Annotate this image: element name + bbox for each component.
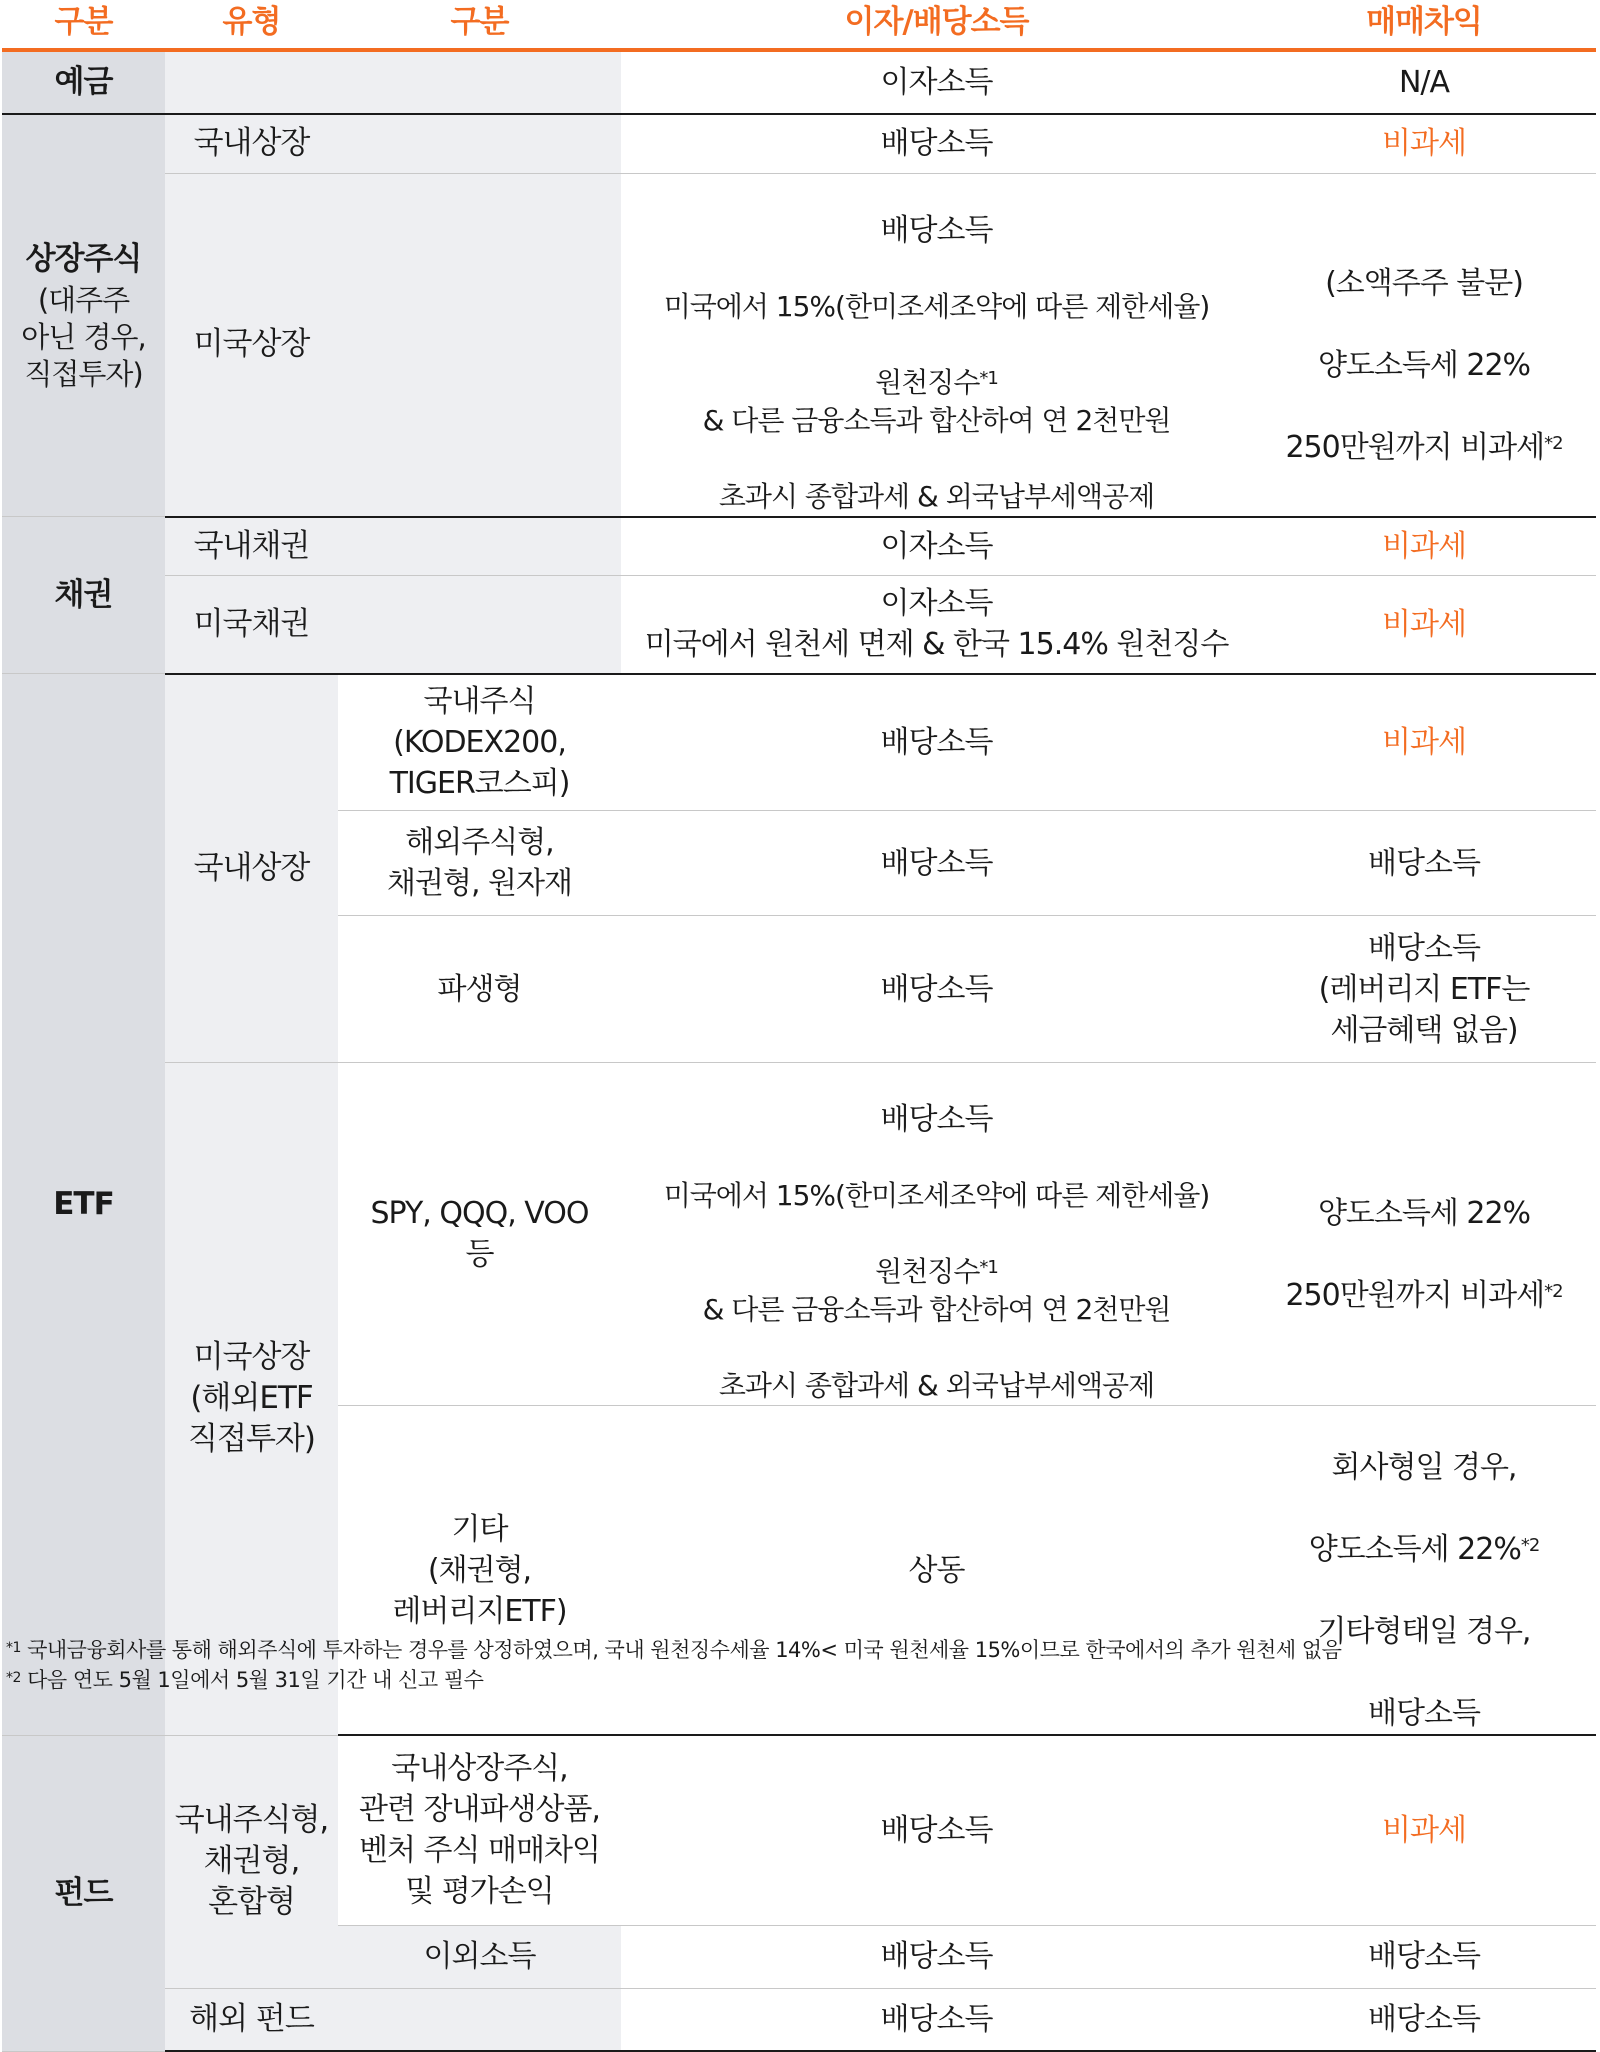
type-stocks-us: 미국상장 [165,173,338,517]
tax-table [2,0,1596,2052]
etf-domestic-gain-1: 비과세 [1252,674,1596,811]
stocks-domestic-gain: 비과세 [1252,114,1596,173]
etf-us-interest-title: 배당소득 [880,1102,993,1137]
etf-domestic-row-1 [2,674,1596,811]
footnote-mark-2: *2 [1520,1535,1540,1556]
type-bonds-domestic: 국내채권 [165,517,338,576]
category-listed-stocks-note: (대주주 아닌 경우, 직접투자) [21,282,146,391]
stocks-domestic-row [2,114,1596,173]
type-funds-overseas: 해외 펀드 [165,1988,338,2051]
stocks-us-interest-line3: 초과시 종합과세 & 외국납부세액공제 [718,479,1155,513]
type-etf-domestic: 국내상장 [165,674,338,1063]
header-row [2,0,1596,50]
etf-us-gain-line2: 250만원까지 비과세 [1285,1278,1545,1313]
stocks-us-interest-title: 배당소득 [880,212,993,248]
bonds-us-gain: 비과세 [1252,576,1596,674]
funds-overseas-gain: 배당소득 [1252,1988,1596,2051]
etf-us-interest-line2a: 원천징수 [875,1255,980,1288]
stocks-us-interest [621,173,1252,517]
etf-us-kind-1: SPY, QQQ, VOO 등 [338,1063,621,1406]
funds-domestic-row-1 [2,1735,1596,1925]
etf-us-row-1 [2,1063,1596,1406]
etf-domestic-kind-1: 국내주식 (KODEX200, TIGER코스피) [338,674,621,811]
etf-us-other-gain-line3: 기타형태일 경우, [1317,1614,1531,1649]
stocks-us-gain-line3: 250만원까지 비과세 [1285,429,1545,465]
etf-domestic-kind-3: 파생형 [338,916,621,1063]
etf-us-interest-line3: 초과시 종합과세 & 외국납부세액공제 [718,1369,1155,1402]
stocks-us-gain-line2: 양도소득세 22% [1317,347,1531,383]
footnote-mark-1: *1 [979,1257,998,1278]
subtype-cell-empty [338,576,621,674]
header-subtype: 구분 [338,0,621,50]
etf-us-other-gain-line4: 배당소득 [1368,1696,1480,1731]
funds-domestic-interest-2: 배당소득 [621,1925,1252,1988]
etf-domestic-gain-3: 배당소득 (레버리지 ETF는 세금혜택 없음) [1252,916,1596,1063]
footnote-2 [6,1665,1596,1695]
type-bonds-us: 미국채권 [165,576,338,674]
funds-overseas-row [2,1988,1596,2051]
footnote-1 [6,1635,1596,1665]
category-funds: 펀드 [2,1735,165,2051]
funds-domestic-interest-1: 배당소득 [621,1735,1252,1925]
etf-domestic-kind-2: 해외주식형, 채권형, 원자재 [338,811,621,916]
bonds-us-interest: 이자소득 미국에서 원천세 면제 & 한국 15.4% 원천징수 [621,576,1252,674]
etf-us-other-gain-line1: 회사형일 경우, [1331,1450,1517,1485]
funds-domestic-gain-1: 비과세 [1252,1735,1596,1925]
category-listed-stocks-title: 상장주식 [25,240,142,277]
footnote-2-text: 다음 연도 5월 1일에서 5월 31일 기간 내 신고 필수 [27,1668,484,1692]
stocks-us-interest-line1: 미국에서 15%(한미조세조약에 따른 제한세율) [663,289,1210,323]
footnote-1-mark: *1 [6,1640,21,1656]
category-listed-stocks [2,114,165,517]
etf-us-interest-line1: 미국에서 15%(한미조세조약에 따른 제한세율) [663,1179,1210,1212]
stocks-domestic-interest: 배당소득 [621,114,1252,173]
type-cell-empty [165,50,338,114]
category-etf: ETF [2,674,165,1736]
stocks-us-row [2,173,1596,517]
stocks-us-interest-line2a: 원천징수 [875,365,980,399]
type-funds-domestic: 국내주식형, 채권형, 혼합형 [165,1735,338,1988]
type-etf-us: 미국상장 (해외ETF 직접투자) [165,1063,338,1736]
etf-us-interest-2: 상동 [621,1406,1252,1736]
footnotes [6,1635,1596,1695]
deposit-gain: N/A [1252,50,1596,114]
stocks-us-gain [1252,173,1596,517]
footnote-mark-2: *2 [1544,432,1563,454]
funds-overseas-interest: 배당소득 [621,1988,1252,2051]
etf-us-gain-1 [1252,1063,1596,1406]
type-stocks-domestic: 국내상장 [165,114,338,173]
header-type: 유형 [165,0,338,50]
etf-us-interest-line2b: & 다른 금융소득과 합산하여 연 2천만원 [702,1293,1171,1326]
bonds-domestic-gain: 비과세 [1252,517,1596,576]
subtype-cell-empty [338,50,621,114]
bonds-us-row [2,576,1596,674]
subtype-cell-empty [338,1988,621,2051]
subtype-cell-empty [338,173,621,517]
header-capital-gain: 매매차익 [1252,0,1596,50]
header-interest-dividend: 이자/배당소득 [621,0,1252,50]
etf-domestic-gain-2: 배당소득 [1252,811,1596,916]
funds-domestic-kind-2: 이외소득 [338,1925,621,1988]
bonds-domestic-interest: 이자소득 [621,517,1252,576]
etf-domestic-interest-2: 배당소득 [621,811,1252,916]
etf-us-gain-line1: 양도소득세 22% [1317,1196,1531,1231]
footnote-1-text: 국내금융회사를 통해 해외주식에 투자하는 경우를 상정하였으며, 국내 원천징수세율 14%< 미국 원천세율 15%이므로 한국에서의 추가 원천세 없음 [27,1638,1342,1662]
etf-us-other-gain-line2: 양도소득세 22% [1308,1532,1521,1567]
etf-us-interest-1 [621,1063,1252,1406]
deposit-row [2,50,1596,114]
subtype-cell-empty [338,517,621,576]
funds-domestic-gain-2: 배당소득 [1252,1925,1596,1988]
footnote-mark-1: *1 [979,367,998,389]
etf-domestic-interest-1: 배당소득 [621,674,1252,811]
subtype-cell-empty [338,114,621,173]
etf-domestic-interest-3: 배당소득 [621,916,1252,1063]
footnote-2-mark: *2 [6,1670,21,1686]
deposit-interest: 이자소득 [621,50,1252,114]
stocks-us-interest-line2b: & 다른 금융소득과 합산하여 연 2천만원 [702,403,1171,437]
funds-domestic-kind-1: 국내상장주식, 관련 장내파생상품, 벤처 주식 매매차익 및 평가손익 [338,1735,621,1925]
header-category: 구분 [2,0,165,50]
category-bonds: 채권 [2,517,165,674]
bonds-domestic-row [2,517,1596,576]
stocks-us-gain-line1: (소액주주 불문) [1325,265,1523,301]
etf-us-kind-2: 기타 (채권형, 레버리지ETF) [338,1406,621,1736]
category-deposit: 예금 [2,50,165,114]
footnote-mark-2: *2 [1544,1281,1563,1302]
